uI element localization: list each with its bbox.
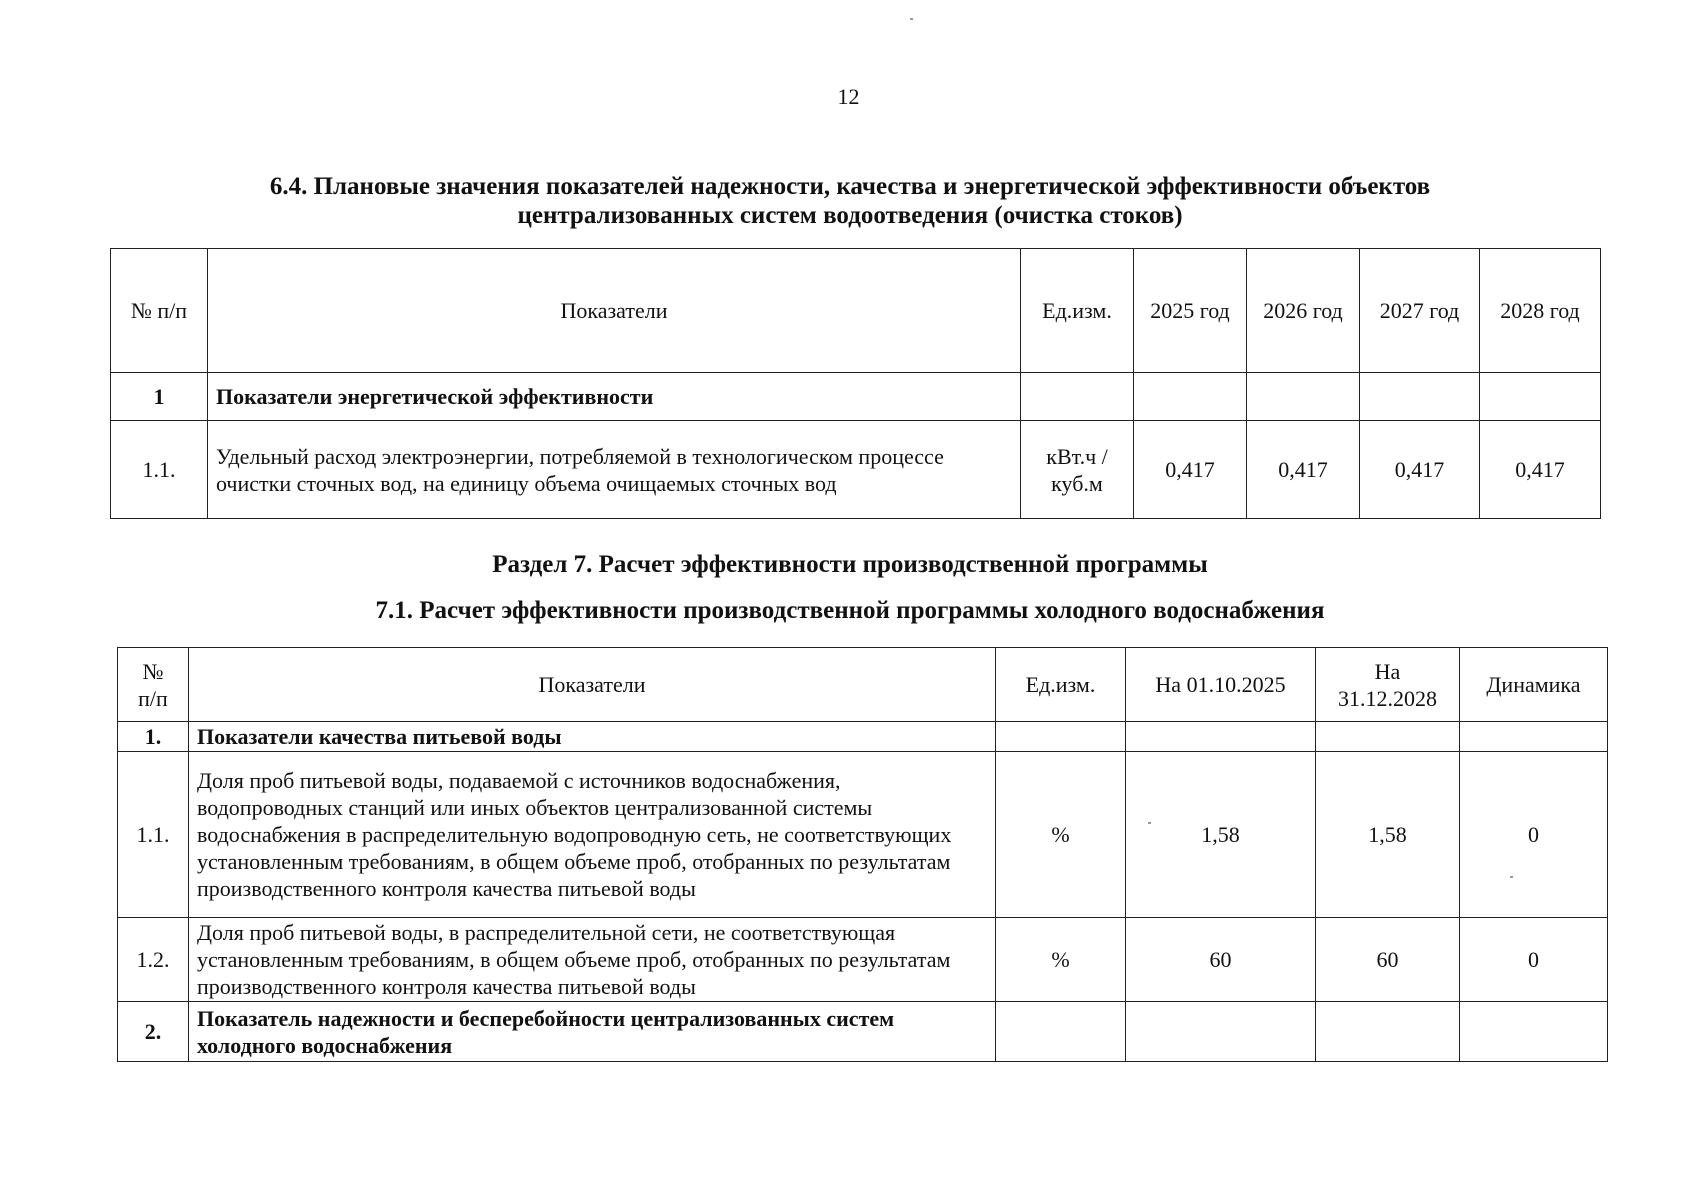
col-header-unit: Ед.изм.	[1021, 249, 1134, 373]
row-value-2025: 0,417	[1134, 421, 1247, 519]
col-header-date-end	[1316, 648, 1460, 722]
group-row	[118, 1002, 1608, 1062]
row-unit-line2: куб.м	[1051, 470, 1103, 496]
scan-speck	[1510, 876, 1513, 878]
scan-speck	[910, 18, 913, 20]
group-label: Показатели энергетической эффективности	[208, 373, 1021, 421]
col-header-num: № п/п	[111, 249, 208, 373]
section-6-4-title-line1: 6.4. Плановые значения показателей надежности, качества и энергетической эффективности объектов	[269, 173, 1431, 200]
row-unit: %	[996, 918, 1126, 1002]
row-unit	[1021, 421, 1134, 519]
section-6-4-title	[150, 172, 1550, 230]
row-value-2027: 0,417	[1360, 421, 1480, 519]
row-value-end: 1,58	[1316, 752, 1460, 918]
col-header-indicator: Показатели	[208, 249, 1021, 373]
row-value-2026: 0,417	[1247, 421, 1360, 519]
group-num: 2.	[118, 1002, 189, 1062]
row-unit: %	[996, 752, 1126, 918]
energy-efficiency-table	[110, 248, 1601, 519]
row-num: 1.1.	[111, 421, 208, 519]
row-value-start: 60	[1126, 918, 1316, 1002]
col-header-indicator: Показатели	[189, 648, 996, 722]
col-header-unit: Ед.изм.	[996, 648, 1126, 722]
table-header-row	[118, 648, 1608, 722]
page-number: 12	[837, 84, 860, 109]
col-header-dynamics: Динамика	[1460, 648, 1608, 722]
table-row	[118, 918, 1608, 1002]
row-unit-line1: кВт.ч /	[1046, 443, 1108, 469]
table-header-row	[111, 249, 1601, 373]
col-header-num-line2: п/п	[138, 685, 168, 711]
group-num: 1	[111, 373, 208, 421]
col-header-date-end-line2: 31.12.2028	[1338, 685, 1437, 711]
scan-speck	[1148, 822, 1151, 824]
table-row	[118, 752, 1608, 918]
row-value-start: 1,58	[1126, 752, 1316, 918]
row-indicator: Доля проб питьевой воды, подаваемой с источников водоснабжения, водопроводных станций или иных объектов централизованной системы водоснабжения в распределительную водопроводную сеть, не соответствующих установленным требованиям, в общем объеме проб, отобранных по результатам производственного контроля качества питьевой воды	[189, 752, 996, 918]
group-num: 1.	[118, 722, 189, 752]
group-row	[111, 373, 1601, 421]
col-header-2026: 2026 год	[1247, 249, 1360, 373]
col-header-date-end-line1: На	[1374, 658, 1401, 684]
col-header-num-line1: №	[142, 658, 164, 684]
col-header-2025: 2025 год	[1134, 249, 1247, 373]
row-num: 1.2.	[118, 918, 189, 1002]
group-label: Показатель надежности и бесперебойности централизованных систем холодного водоснабжения	[189, 1002, 996, 1062]
row-dynamics: 0	[1460, 918, 1608, 1002]
section-6-4-title-line2: централизованных систем водоотведения (очистка стоков)	[517, 202, 1183, 229]
group-row	[118, 722, 1608, 752]
row-value-2028: 0,417	[1480, 421, 1601, 519]
col-header-num	[118, 648, 189, 722]
row-indicator: Удельный расход электроэнергии, потребляемой в технологическом процессе очистки сточных вод, на единицу объема очищаемых сточных вод	[208, 421, 1021, 519]
col-header-2028: 2028 год	[1480, 249, 1601, 373]
row-dynamics: 0	[1460, 752, 1608, 918]
row-value-end: 60	[1316, 918, 1460, 1002]
col-header-date-start: На 01.10.2025	[1126, 648, 1316, 722]
section-7-1-title: 7.1. Расчет эффективности производственной программы холодного водоснабжения	[375, 597, 1325, 624]
program-efficiency-table	[117, 647, 1608, 1062]
table-row	[111, 421, 1601, 519]
group-label: Показатели качества питьевой воды	[189, 722, 996, 752]
section-7-title: Раздел 7. Расчет эффективности производственной программы	[492, 551, 1208, 578]
row-num: 1.1.	[118, 752, 189, 918]
row-indicator: Доля проб питьевой воды, в распределительной сети, не соответствующая установленным требованиям, в общем объеме проб, отобранных по результатам производственного контроля качества питьевой воды	[189, 918, 996, 1002]
col-header-2027: 2027 год	[1360, 249, 1480, 373]
